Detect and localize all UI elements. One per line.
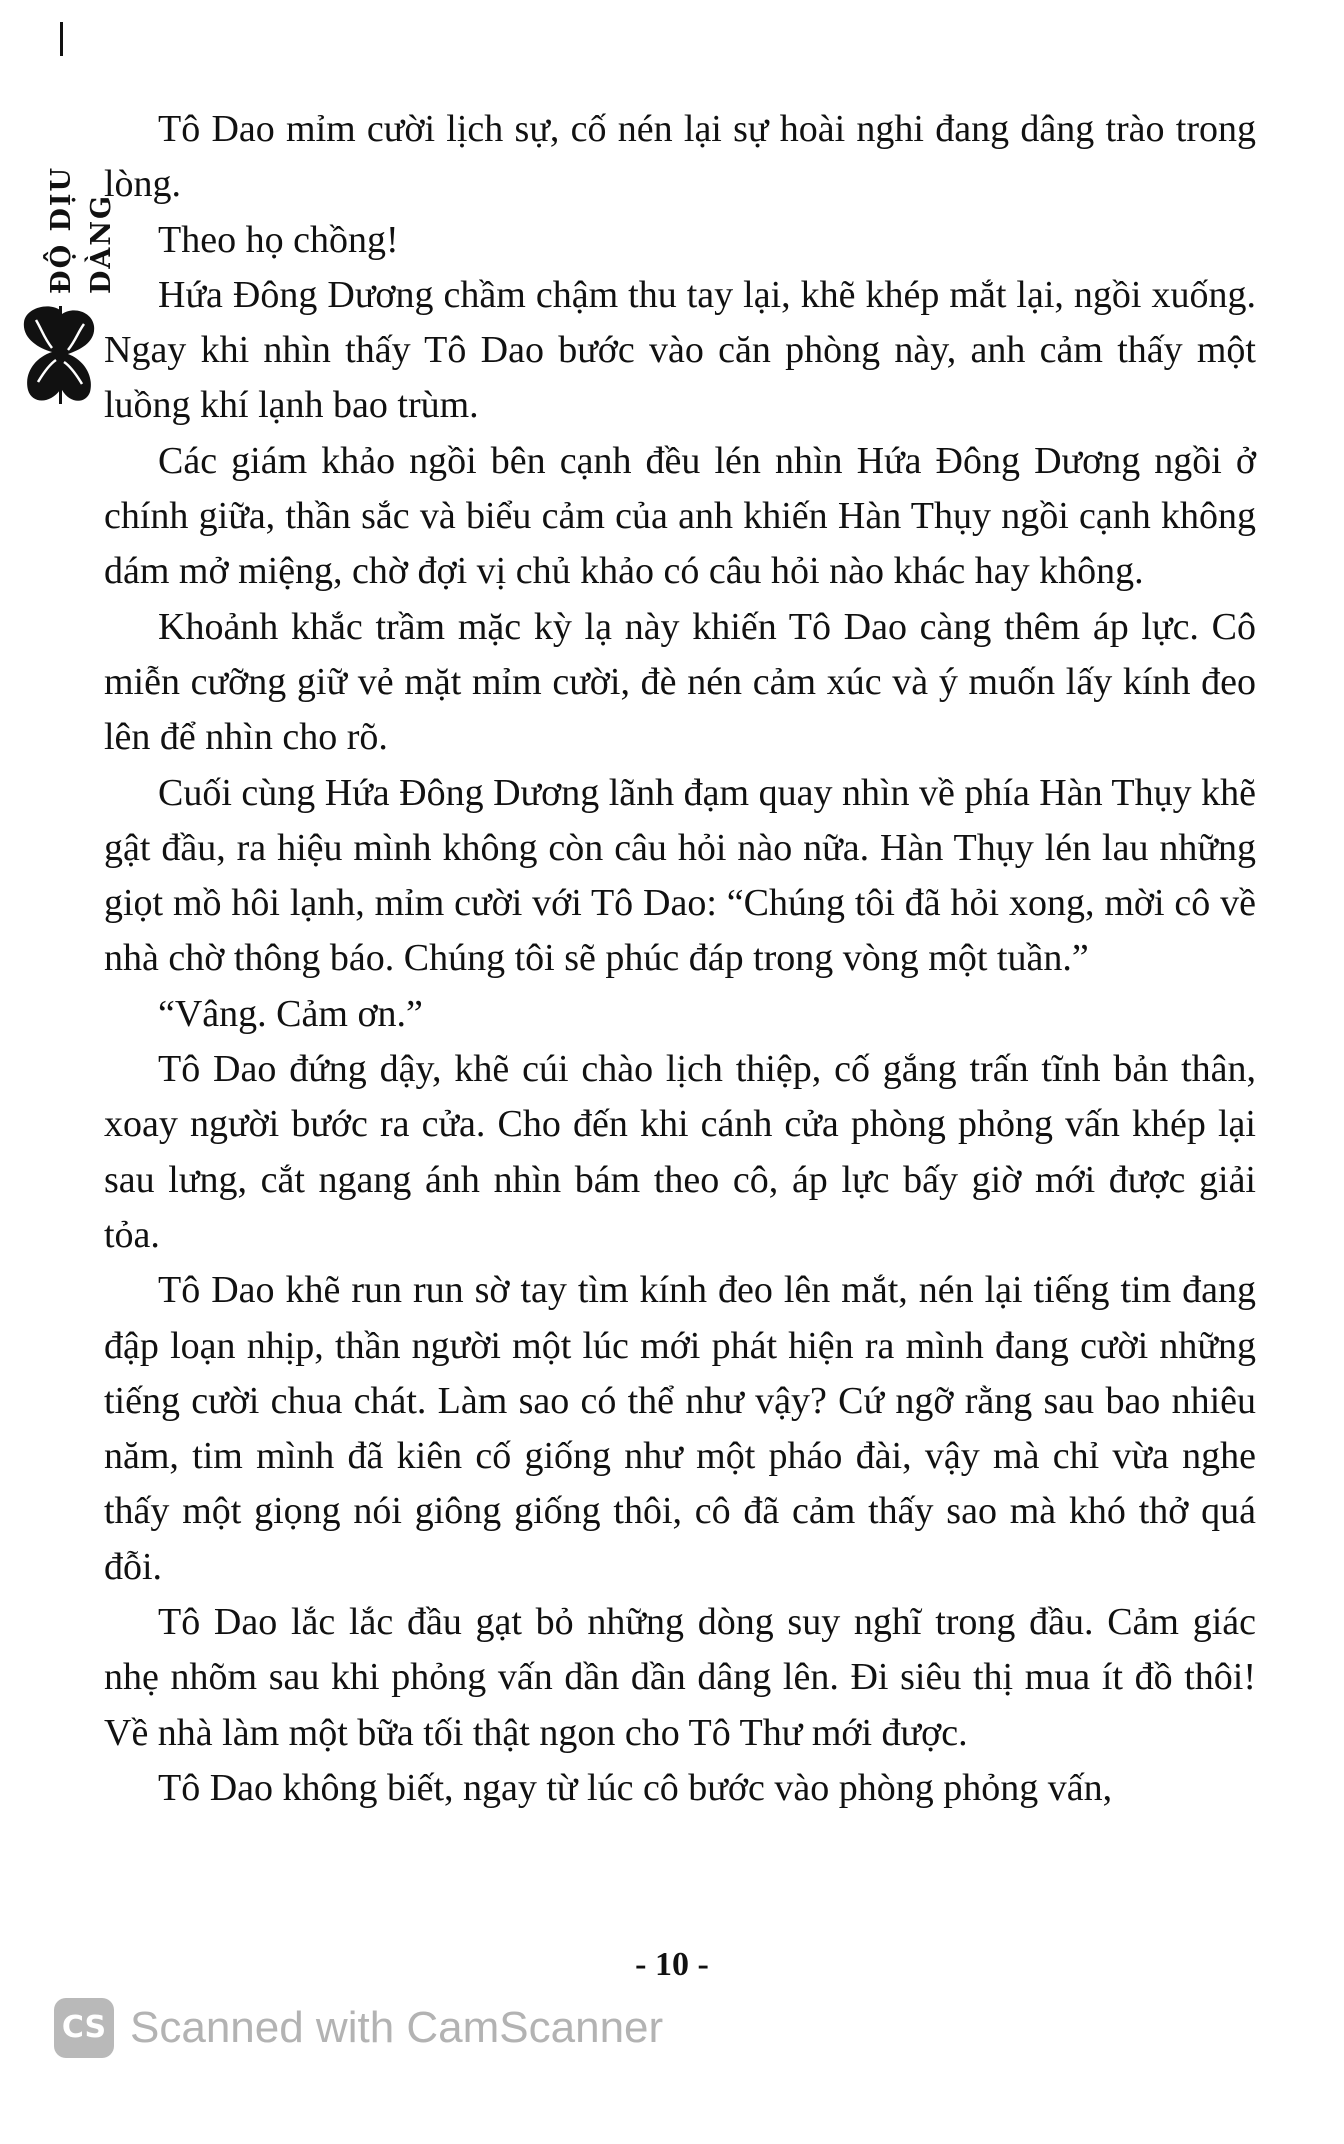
- paragraph: Các giám khảo ngồi bên cạnh đều lén nhìn Hứa Đông Dương ngồi ở chính giữa, thần sắc và biểu cảm của anh khiến Hàn Thụy ngồi cạnh không dám mở miệng, chờ đợi vị chủ khảo có câu hỏi nào khác hay không.: [104, 439, 1256, 593]
- paragraph: Khoảnh khắc trầm mặc kỳ lạ này khiến Tô Dao càng thêm áp lực. Cô miễn cưỡng giữ vẻ mặt mỉm cười, đè nén cảm xúc và ý muốn lấy kính đeo lên để nhìn cho rõ.: [104, 605, 1256, 759]
- paragraph: Tô Dao không biết, ngay từ lúc cô bước vào phòng phỏng vấn,: [158, 1766, 1113, 1809]
- running-title: ĐỘ DỊU DÀNG: [46, 165, 117, 294]
- paragraph: Theo họ chồng!: [158, 218, 399, 261]
- scanner-watermark: Scanned with CamScanner: [130, 2003, 664, 2052]
- paragraph: Tô Dao khẽ run run sờ tay tìm kính đeo lên mắt, nén lại tiếng tim đang đập loạn nhịp, thần người một lúc mới phát hiện ra mình đang cười những tiếng cười chua chát. Làm sao có thể như vậy? Cứ ngỡ rằng sau bao nhiêu năm, tim mình đã kiên cố giống như một pháo đài, vậy mà chỉ vừa nghe thấy một giọng nói giông giống thôi, cô đã cảm thấy sao mà khó thở quá đỗi.: [104, 1269, 1256, 1588]
- paragraph: “Vâng. Cảm ơn.”: [158, 992, 423, 1035]
- paragraph: Cuối cùng Hứa Đông Dương lãnh đạm quay nhìn về phía Hàn Thụy khẽ gật đầu, ra hiệu mình không còn câu hỏi nào nữa. Hàn Thụy lén lau những giọt mồ hôi lạnh, mỉm cười với Tô Dao: “Chúng tôi đã hỏi xong, mời cô về nhà chờ thông báo. Chúng tôi sẽ phúc đáp trong vòng một tuần.”: [104, 771, 1257, 980]
- paragraph: Hứa Đông Dương chầm chậm thu tay lại, khẽ khép mắt lại, ngồi xuống. Ngay khi nhìn thấy Tô Dao bước vào căn phòng này, anh cảm thấy một luồng khí lạnh bao trùm.: [104, 273, 1256, 427]
- chapter-text: [104, 102, 1256, 1816]
- camscanner-logo-icon: CS: [54, 1998, 114, 2058]
- page-number: - 10 -: [635, 1946, 709, 1983]
- butterfly-icon: [18, 300, 102, 412]
- paragraph: Tô Dao lắc lắc đầu gạt bỏ những dòng suy nghĩ trong đầu. Cảm giác nhẹ nhõm sau khi phỏng vấn dần dần dâng lên. Đi siêu thị mua ít đồ thôi! Về nhà làm một bữa tối thật ngon cho Tô Thư mới được.: [104, 1601, 1256, 1754]
- paragraph: Tô Dao đứng dậy, khẽ cúi chào lịch thiệp, cố gắng trấn tĩnh bản thân, xoay người bước ra cửa. Cho đến khi cánh cửa phòng phỏng vấn khép lại sau lưng, cắt ngang ánh nhìn bám theo cô, áp lực bấy giờ mới được giải tỏa.: [104, 1048, 1256, 1256]
- header-rule: [60, 22, 63, 56]
- paragraph: Tô Dao mỉm cười lịch sự, cố nén lại sự hoài nghi đang dâng trào trong lòng.: [104, 108, 1256, 206]
